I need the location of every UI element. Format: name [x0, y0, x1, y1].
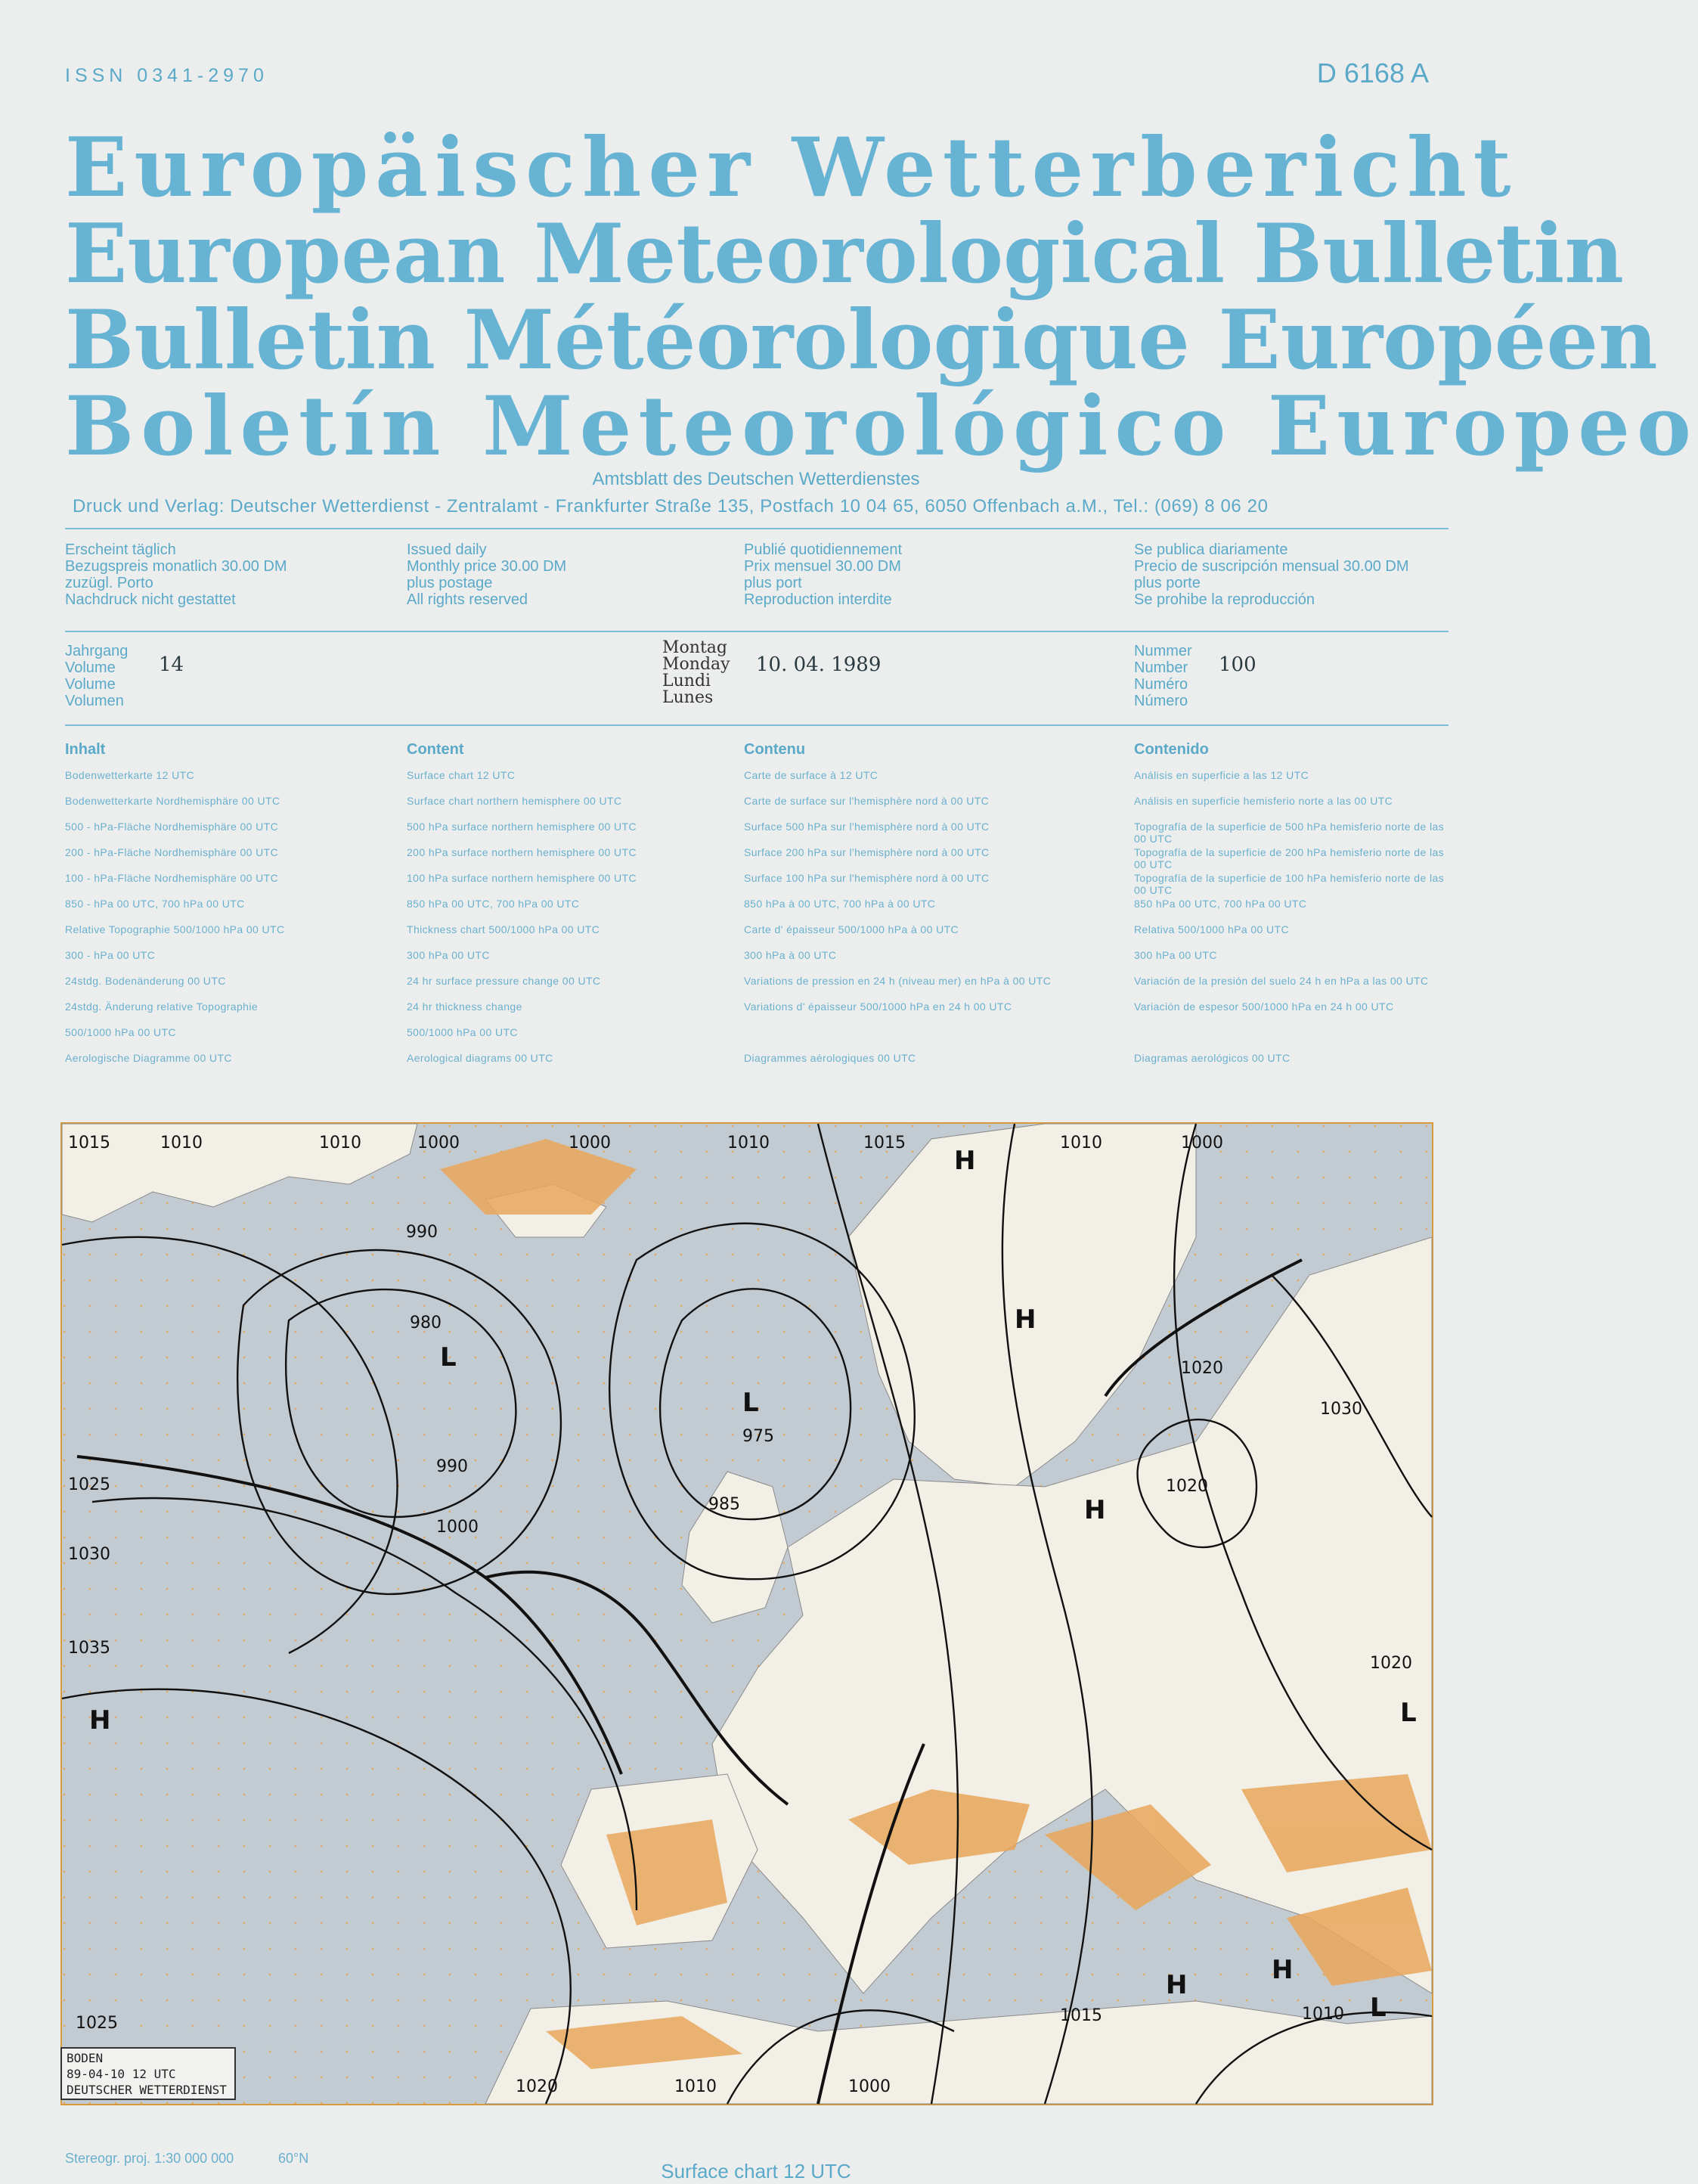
contents-item: Thickness chart 500/1000 hPa 00 UTC: [407, 923, 600, 935]
contents-german: [65, 741, 383, 1078]
contents-heading: Contenido: [1134, 741, 1209, 758]
isobar-label: 1000: [1181, 1134, 1223, 1152]
map-stamp: BODEN 89-04-10 12 UTC DEUTSCHER WETTERDIENST: [60, 2047, 236, 2100]
isobar-label: 1020: [1181, 1359, 1223, 1378]
contents-english: [407, 741, 732, 1078]
contents-item: 300 hPa à 00 UTC: [744, 949, 837, 961]
contents-item: 850 hPa à 00 UTC, 700 hPa à 00 UTC: [744, 898, 936, 910]
subscription-english: Issued daily Monthly price 30.00 DM plus postage All rights reserved: [407, 541, 567, 608]
contents-item: Topografía de la superficie de 100 hPa hemisferio norte de las 00 UTC: [1134, 872, 1445, 896]
isobar-label: 980: [410, 1314, 442, 1332]
contents-item: 200 - hPa-Fläche Nordhemisphäre 00 UTC: [65, 846, 279, 858]
contents-item: 100 hPa surface northern hemisphere 00 UTC: [407, 872, 637, 884]
isobar-label: 1020: [1166, 1477, 1208, 1496]
contents-item: Diagrammes aérologiques 00 UTC: [744, 1052, 916, 1064]
projection-label: Stereogr. proj. 1:30 000 000: [65, 2151, 234, 2166]
pressure-center-high: H: [1166, 1970, 1188, 2000]
isobar-label: 990: [406, 1223, 438, 1242]
isobar-label: 1010: [1302, 2005, 1344, 2024]
contents-item: Surface 100 hPa sur l'hemisphère nord à 00 UTC: [744, 872, 990, 884]
isobar-label: 1015: [1060, 2006, 1102, 2025]
subscription-spanish: Se publica diariamente Precio de suscripción mensual 30.00 DM plus porte Se prohibe la reproducción: [1134, 541, 1409, 608]
contents-item: 100 - hPa-Fläche Nordhemisphäre 00 UTC: [65, 872, 279, 884]
contents-list: [65, 769, 383, 1078]
contents-item: 24stdg. Änderung relative Topographie: [65, 1000, 259, 1013]
contents-item: 24stdg. Bodenänderung 00 UTC: [65, 975, 226, 987]
contents-item: Relativa 500/1000 hPa 00 UTC: [1134, 923, 1289, 935]
subscription-french: Publié quotidiennement Prix mensuel 30.00 DM plus port Reproduction interdite: [744, 541, 903, 608]
contents-item: Aerologische Diagramme 00 UTC: [65, 1052, 232, 1064]
pressure-center-high: H: [1015, 1305, 1036, 1335]
issn-number: ISSN 0341-2970: [65, 65, 268, 86]
contents-item: 200 hPa surface northern hemisphere 00 UTC: [407, 846, 637, 858]
isobar-label: 1000: [569, 1134, 611, 1152]
contents-item: 500 hPa surface northern hemisphere 00 UTC: [407, 821, 637, 833]
contents-item: Surface 500 hPa sur l'hemisphère nord à 00 UTC: [744, 821, 990, 833]
contents-item: Bodenwetterkarte 12 UTC: [65, 769, 195, 781]
subscription-german: Erscheint täglich Bezugspreis monatlich 30.00 DM zuzügl. Porto Nachdruck nicht gestattet: [65, 541, 287, 608]
map-caption: Surface chart 12 UTC: [661, 2160, 851, 2182]
isobar-label: 1010: [674, 2077, 717, 2096]
isobar-label: 1015: [68, 1134, 110, 1152]
contents-item: Análisis en superficie hemisferio norte a las 00 UTC: [1134, 795, 1393, 807]
contents-item: Variación de espesor 500/1000 hPa en 24 h 00 UTC: [1134, 1000, 1394, 1013]
contents-list: [744, 769, 1122, 1078]
contents-item: Bodenwetterkarte Nordhemisphäre 00 UTC: [65, 795, 280, 807]
contents-item: 850 - hPa 00 UTC, 700 hPa 00 UTC: [65, 898, 245, 910]
isobar-label: 1010: [319, 1134, 361, 1152]
number-label: Nummer Number Numéro Número: [1134, 643, 1192, 709]
contents-item: 300 hPa 00 UTC: [407, 949, 490, 961]
isobar-label: 1025: [68, 1475, 110, 1494]
pressure-center-high: H: [954, 1146, 976, 1176]
contents-item: Surface chart northern hemisphere 00 UTC: [407, 795, 622, 807]
contents-item: 300 hPa 00 UTC: [1134, 949, 1217, 961]
isobar-label: 1010: [160, 1134, 203, 1152]
isobar-label: 1000: [436, 1518, 479, 1537]
surface-weather-map: [60, 1122, 1433, 2105]
contents-item: 24 hr surface pressure change 00 UTC: [407, 975, 601, 987]
contents-item: [1134, 1026, 1452, 1052]
contents-item: Variación de la presión del suelo 24 h en hPa a las 00 UTC: [1134, 975, 1429, 987]
contents-heading: Content: [407, 741, 464, 758]
latitude-label: 60°N: [278, 2151, 309, 2166]
volume-label: Jahrgang Volume Volume Volumen: [65, 643, 129, 709]
contents-item: Aerological diagrams 00 UTC: [407, 1052, 553, 1064]
title-french: Bulletin Météorologique Européen: [65, 293, 1658, 388]
contents-item: Carte d' épaisseur 500/1000 hPa à 00 UTC: [744, 923, 959, 935]
contents-item: Diagramas aerológicos 00 UTC: [1134, 1052, 1291, 1064]
isobar-label: 1030: [68, 1545, 110, 1564]
isobar-label: 985: [708, 1495, 740, 1514]
isobar-label: 1000: [417, 1134, 460, 1152]
pressure-center-low: L: [440, 1342, 457, 1373]
contents-heading: Contenu: [744, 741, 806, 758]
contents-item: Topografía de la superficie de 500 hPa hemisferio norte de las 00 UTC: [1134, 821, 1445, 845]
pressure-center-low: L: [1370, 1993, 1387, 2023]
isobar-label: 990: [436, 1457, 468, 1476]
pressure-center-high: H: [1272, 1955, 1294, 1985]
contents-list: [1134, 769, 1452, 1078]
contents-item: 500/1000 hPa 00 UTC: [407, 1026, 518, 1038]
issue-date: 10. 04. 1989: [756, 653, 882, 676]
contents-heading: Inhalt: [65, 741, 106, 758]
contents-list: [407, 769, 732, 1078]
isobar-label: 1025: [76, 2014, 118, 2033]
volume-value: 14: [159, 653, 184, 676]
isobar-label: 975: [742, 1427, 774, 1446]
contents-item: Variations d' épaisseur 500/1000 hPa en 24 h 00 UTC: [744, 1000, 1012, 1013]
contents-item: 500 - hPa-Fläche Nordhemisphäre 00 UTC: [65, 821, 279, 833]
pressure-center-low: L: [1400, 1698, 1417, 1728]
subtitle: Amtsblatt des Deutschen Wetterdienstes: [592, 469, 920, 489]
divider: [65, 631, 1449, 632]
contents-item: Carte de surface sur l'hemisphère nord à 00 UTC: [744, 795, 990, 807]
contents-french: [744, 741, 1122, 1078]
map-canvas: [62, 1124, 1432, 2104]
divider: [65, 528, 1449, 529]
isobar-label: 1010: [727, 1134, 770, 1152]
contents-item: 300 - hPa 00 UTC: [65, 949, 156, 961]
pressure-center-high: H: [1084, 1495, 1106, 1525]
title-german: Europäischer Wetterbericht: [65, 120, 1518, 216]
isobar-label: 1010: [1060, 1134, 1102, 1152]
contents-item: 500/1000 hPa 00 UTC: [65, 1026, 176, 1038]
isobar-label: 1030: [1320, 1400, 1362, 1419]
contents-item: 850 hPa 00 UTC, 700 hPa 00 UTC: [1134, 898, 1307, 910]
contents-item: Carte de surface à 12 UTC: [744, 769, 878, 781]
weekday-label: Montag Monday Lundi Lunes: [662, 638, 730, 707]
contents-item: Topografía de la superficie de 200 hPa hemisferio norte de las 00 UTC: [1134, 846, 1445, 870]
contents-item: Relative Topographie 500/1000 hPa 00 UTC: [65, 923, 285, 935]
pressure-center-low: L: [742, 1388, 759, 1418]
publisher-line: Druck und Verlag: Deutscher Wetterdienst - Zentralamt - Frankfurter Straße 135, Postfach 10 04 65, 6050 Offenbach a.M., Tel.: (069) 8 06 20: [73, 496, 1269, 517]
contents-item: Surface chart 12 UTC: [407, 769, 516, 781]
publication-code: D 6168 A: [1316, 57, 1429, 88]
contents-spanish: [1134, 741, 1452, 1078]
contents-item: Variations de pression en 24 h (niveau mer) en hPa à 00 UTC: [744, 975, 1052, 987]
title-english: European Meteorological Bulletin: [65, 206, 1624, 302]
divider: [65, 724, 1449, 726]
contents-item: 24 hr thickness change: [407, 1000, 522, 1013]
isobar-label: 1020: [1370, 1654, 1412, 1673]
contents-item: [744, 1026, 1122, 1052]
isobar-label: 1000: [848, 2077, 891, 2096]
issue-number: 100: [1219, 653, 1256, 676]
contents-item: Análisis en superficie a las 12 UTC: [1134, 769, 1309, 781]
isobar-label: 1035: [68, 1639, 110, 1658]
contents-item: Surface 200 hPa sur l'hemisphère nord à 00 UTC: [744, 846, 990, 858]
isobar-label: 1020: [516, 2077, 558, 2096]
title-spanish: Boletín Meteorológico Europeo: [65, 379, 1698, 474]
pressure-center-high: H: [89, 1705, 111, 1736]
contents-item: 850 hPa 00 UTC, 700 hPa 00 UTC: [407, 898, 580, 910]
isobar-label: 1015: [863, 1134, 906, 1152]
